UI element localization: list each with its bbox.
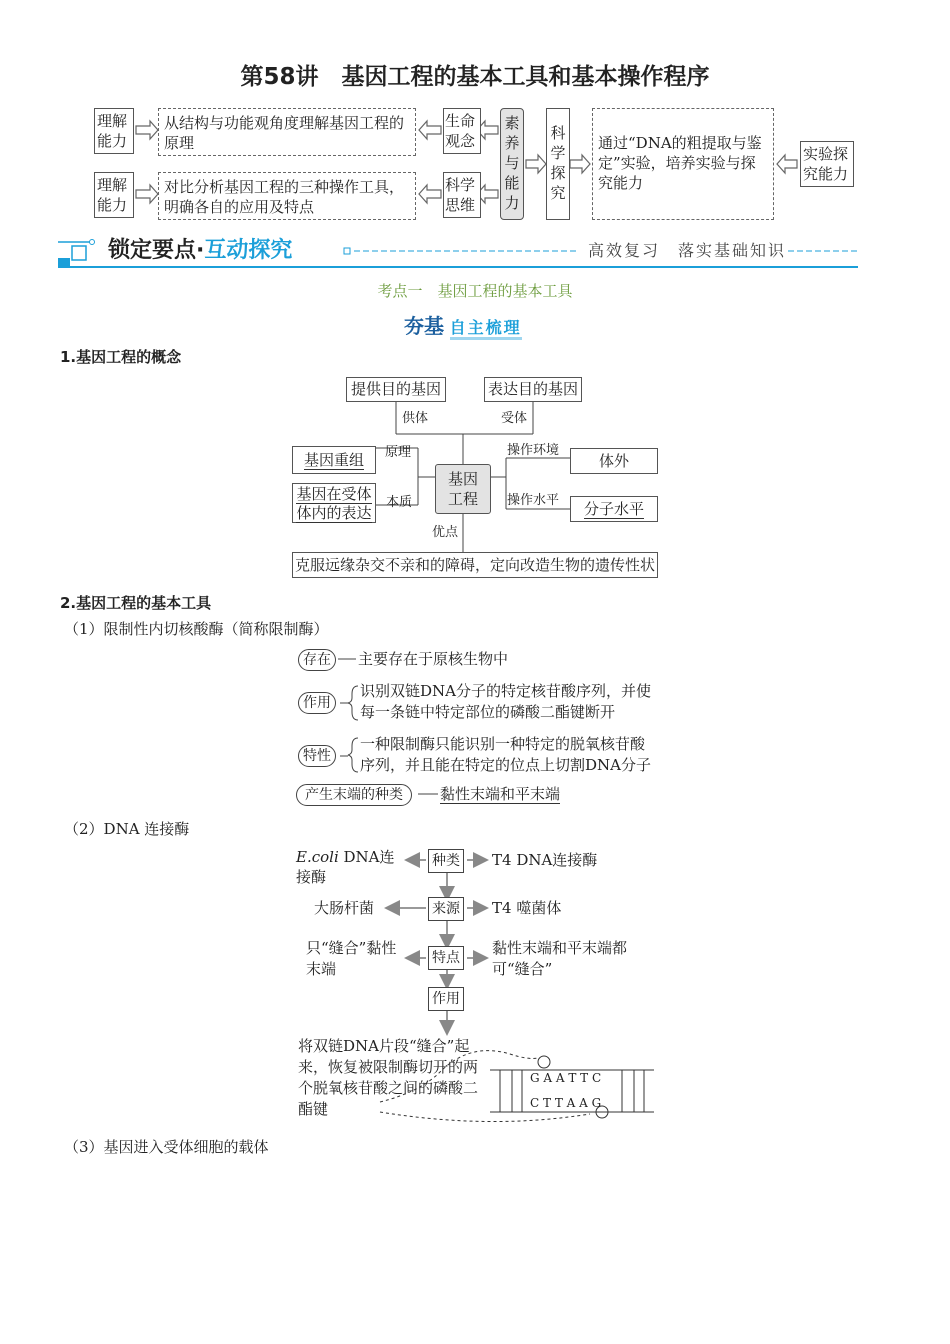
ligase-right-source: T4 噬菌体 — [492, 899, 562, 917]
label-recipient: 受体 — [501, 411, 528, 426]
banner-title-black: 锁定要点 — [108, 238, 197, 263]
banner-title — [108, 236, 292, 266]
dna-seq-top: G A A T T C — [530, 1071, 602, 1085]
enzyme-feature-text: 一种限制酶只能识别一种特定的脱氧核苷酸序列，并且能在特定的位点上切割DNA分子 — [360, 735, 651, 774]
ligase-left-feature: 只“缝合”黏性末端 — [306, 939, 397, 978]
overview-experiment-label: 实验探 究能力 — [800, 141, 854, 187]
banner-right-text: 高效复习 落实基础知识 — [588, 241, 787, 260]
label-level: 操作水平 — [507, 493, 560, 508]
label-advantage: 优点 — [432, 525, 459, 540]
banner-title-blue: 互动探究 — [204, 238, 293, 263]
enzyme-role-text: 识别双链DNA分子的特定核苷酸序列，并使每一条链中特定部位的磷酸二酯键断开 — [360, 682, 651, 721]
label-essence: 本质 — [386, 495, 413, 510]
ligase-role-text: 将双链DNA片段“缝合”起来，恢复被限制酶切开的两个脱氧核苷酸之间的磷酸二酯键 — [298, 1037, 479, 1118]
ligase-left-type-italic: E.coli — [296, 848, 339, 866]
enzyme-exist-text: 主要存在于原核生物中 — [358, 650, 509, 668]
overview-row1-text: 从结构与功能观角度理解基因工程的原理 — [158, 108, 416, 156]
section-sub-dark: 夯基 — [404, 314, 444, 338]
heading-tools: 2.基因工程的基本工具 — [60, 594, 212, 612]
ligase-left-type — [296, 847, 404, 887]
vector-heading: （3）基因进入受体细胞的载体 — [64, 1138, 269, 1156]
overview-science-label: 科 学 探 究 — [546, 108, 570, 220]
enzyme-heading: （1）限制性内切核酸酶（简称限制酶） — [64, 620, 329, 638]
ligase-right-feature: 黏性末端和平末端都可“缝合” — [492, 939, 628, 978]
label-env: 操作环境 — [507, 443, 560, 458]
overview-row1-right: 生命 观念 — [443, 108, 481, 154]
concept-bottom: 克服远缘杂交不亲和的障碍，定向改造生物的遗传性状 — [292, 552, 658, 578]
overview-row2-text: 对比分析基因工程的三种操作工具，明确各自的应用及特点 — [158, 172, 416, 220]
overview-row1-left: 理解 能力 — [94, 108, 134, 154]
overview-row2-left: 理解 能力 — [94, 172, 134, 218]
concept-left1: 基因重组 — [292, 446, 376, 474]
ligase-source-label: 来源 — [428, 897, 464, 921]
section-subtitle — [404, 313, 522, 341]
ligase-heading: （2）DNA 连接酶 — [64, 820, 190, 838]
enzyme-end-text: 黏性末端和平末端 — [440, 785, 561, 803]
dna-seq-bottom: C T T A A G — [530, 1096, 602, 1110]
section-point: 考点一 基因工程的基本工具 — [377, 282, 573, 300]
overview-row2-right: 科学 思维 — [443, 172, 481, 218]
overview-experiment-text: 通过“DNA的粗提取与鉴定”实验，培养实验与探究能力 — [592, 108, 774, 220]
overview-center-label: 素 养 与 能 力 — [500, 108, 524, 220]
ligase-role-label: 作用 — [428, 987, 464, 1011]
heading-concept: 1.基因工程的概念 — [60, 348, 182, 366]
label-principle: 原理 — [385, 445, 412, 460]
concept-right1: 体外 — [570, 448, 658, 474]
banner-title-dot: · — [196, 238, 205, 263]
concept-top-right: 表达目的基因 — [484, 377, 582, 402]
enzyme-feature-label: 特性 — [298, 745, 336, 767]
concept-top-left: 提供目的基因 — [346, 377, 446, 402]
page-title: 第58讲 基因工程的基本工具和基本操作程序 — [240, 64, 710, 90]
label-donor: 供体 — [402, 411, 429, 426]
ligase-type-label: 种类 — [428, 849, 464, 873]
ligase-left-type-text: DNA连接酶 — [296, 848, 395, 886]
enzyme-exist-label: 存在 — [298, 649, 336, 671]
enzyme-role-label: 作用 — [298, 692, 336, 714]
concept-left2: 基因在受体 体内的表达 — [292, 483, 376, 523]
ligase-right-type: T4 DNA连接酶 — [492, 851, 598, 869]
concept-center: 基因 工程 — [435, 464, 491, 514]
enzyme-end-label: 产生末端的种类 — [296, 784, 412, 806]
concept-right2: 分子水平 — [570, 496, 658, 522]
section-sub-blue: 自主梳理 — [450, 318, 522, 340]
ligase-feature-label: 特点 — [428, 946, 464, 970]
ligase-left-source: 大肠杆菌 — [314, 899, 375, 917]
